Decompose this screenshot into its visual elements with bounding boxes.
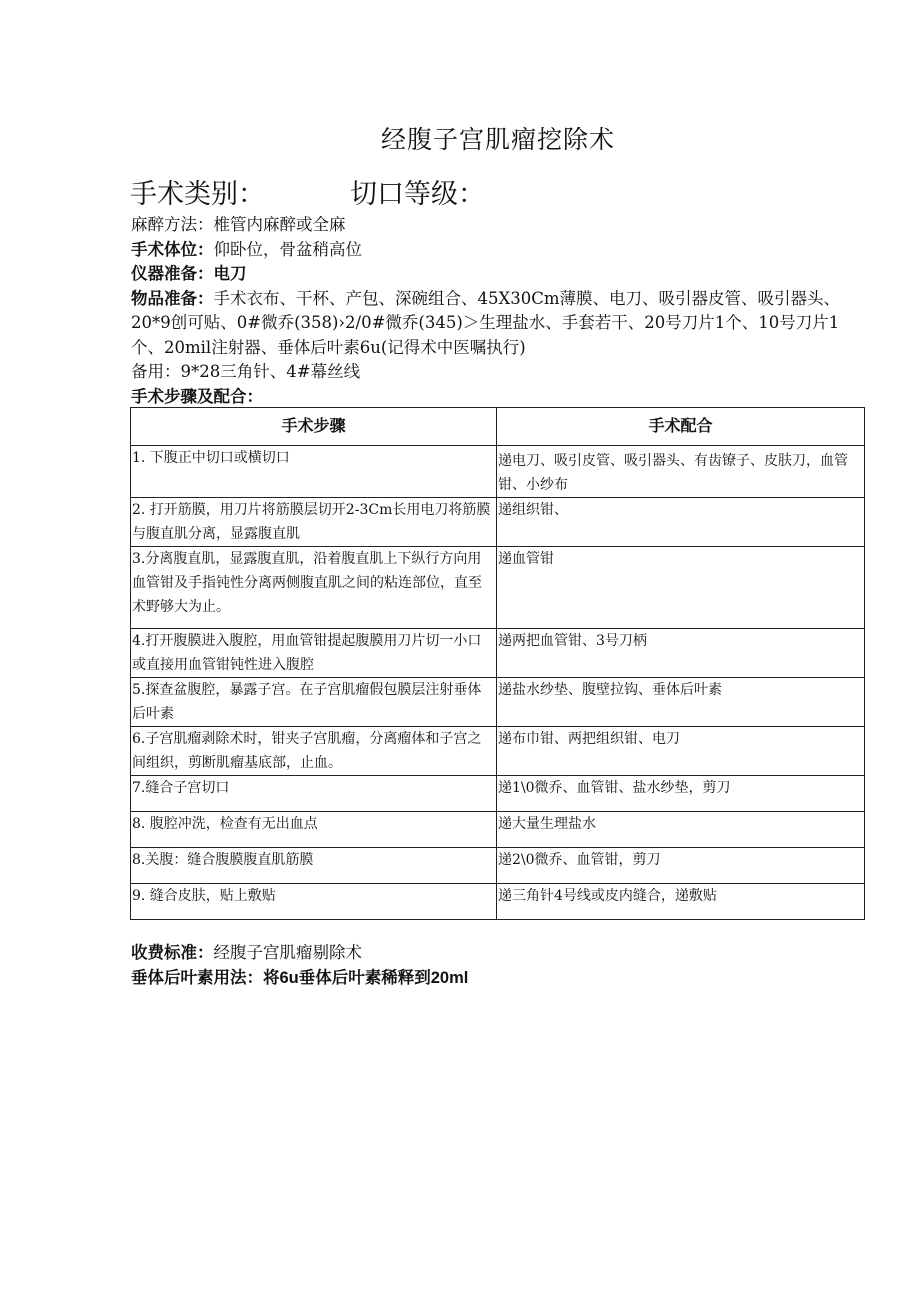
- anesthesia-label: 麻醉方法：: [131, 215, 214, 234]
- supplies-line: [131, 287, 867, 361]
- steps-table: [130, 407, 865, 920]
- anesthesia-line: [131, 213, 867, 238]
- step-cell: 7.缝合子宫切口: [131, 776, 497, 812]
- step-cell: 3.分离腹直肌，显露腹直肌，沿着腹直肌上下纵行方向用血管钳及手指钝性分离两侧腹直肌之间的粘连部位，直至术野够大为止。: [131, 547, 497, 629]
- anesthesia-value: 椎管内麻醉或全麻: [213, 215, 346, 234]
- step-cell: 1. 下腹正中切口或横切口: [131, 446, 497, 498]
- table-row: [131, 547, 865, 629]
- backup-line: [131, 360, 867, 385]
- cooperation-cell: 递组织钳、: [497, 498, 865, 547]
- header-cooperation: 手术配合: [497, 408, 865, 446]
- instruments-label: 仪器准备：: [131, 265, 214, 283]
- step-cell: 9. 缝合皮肤，贴上敷贴: [131, 884, 497, 920]
- cooperation-cell: 递三角针4号线或皮内缝合，递敷贴: [497, 884, 865, 920]
- step-cell: 4.打开腹膜进入腹腔，用血管钳提起腹膜用刀片切一小口或直接用血管钳钝性进入腹腔: [131, 629, 497, 678]
- step-cell: 6.子宫肌瘤剥除术时，钳夹子宫肌瘤，分离瘤体和子宫之间组织，剪断肌瘤基底部，止血。: [131, 727, 497, 776]
- table-row: [131, 727, 865, 776]
- cooperation-cell: 递布巾钳、两把组织钳、电刀: [497, 727, 865, 776]
- cooperation-cell: 递1\0微乔、血管钳、盐水纱垫，剪刀: [497, 776, 865, 812]
- instruments-value: 电刀: [213, 265, 247, 283]
- table-header-row: [131, 408, 865, 446]
- cooperation-cell: 递血管钳: [497, 547, 865, 629]
- position-label: 手术体位：: [131, 240, 214, 259]
- cooperation-cell: 递电刀、吸引皮管、吸引器头、有齿镣子、皮肤刀，血管钳、小纱布: [497, 446, 865, 498]
- table-row: [131, 678, 865, 727]
- backup-label: 备用：: [131, 362, 181, 381]
- table-row: [131, 812, 865, 848]
- footer-section: [131, 940, 468, 991]
- cooperation-cell: 递2\0微乔、血管钳，剪刀: [497, 848, 865, 884]
- usage-value: 将6u垂体后叶素稀释到20ml: [263, 969, 469, 987]
- info-section: [131, 213, 867, 409]
- fee-line: [131, 940, 468, 966]
- table-row: [131, 498, 865, 547]
- cooperation-cell: 递盐水纱垫、腹壁拉钩、垂体后叶素: [497, 678, 865, 727]
- table-row: [131, 446, 865, 498]
- steps-heading: 手术步骤及配合：: [131, 387, 263, 406]
- usage-line: [131, 966, 468, 991]
- cooperation-cell: 递大量生理盐水: [497, 812, 865, 848]
- cooperation-cell: 递两把血管钳、3号刀柄: [497, 629, 865, 678]
- fee-value: 经腹子宫肌瘤剔除术: [213, 943, 362, 962]
- header-steps: 手术步骤: [131, 408, 497, 446]
- usage-label: 垂体后叶素用法：: [131, 969, 263, 987]
- document-title: 经腹子宫肌瘤挖除术: [380, 125, 615, 154]
- surgery-category-label: 手术类别：: [130, 179, 265, 210]
- supplies-value: 手术衣布、干杯、产包、深碗组合、45X30Cm薄膜、电刀、吸引器皮管、吸引器头、20*9创可贴、0#微乔(358)›2/0#微乔(345)＞生理盐水、手套若干、20号刀片1个、10号刀片1个、20mil注射器、垂体后叶素6u(记得术中医嘱执行): [131, 288, 841, 357]
- backup-value: 9*28三角针、4#幕丝线: [180, 362, 361, 381]
- step-cell: 5.探查盆腹腔，暴露子宫。在子宫肌瘤假包膜层注射垂体后叶素: [131, 678, 497, 727]
- table-row: [131, 776, 865, 812]
- supplies-label: 物品准备：: [131, 289, 214, 308]
- step-cell: 8. 腹腔冲洗，检查有无出血点: [131, 812, 497, 848]
- fee-label: 收费标准：: [131, 944, 214, 962]
- category-row: [130, 172, 485, 211]
- step-cell: 2. 打开筋膜，用刀片将筋膜层切开2-3Cm长用电刀将筋膜与腹直肌分离，显露腹直肌: [131, 498, 497, 547]
- table-row: [131, 884, 865, 920]
- position-line: [131, 238, 867, 263]
- position-value: 仰卧位，骨盆稍高位: [213, 239, 362, 259]
- incision-grade-label: 切口等级：: [350, 179, 485, 210]
- step-cell: 8.关腹：缝合腹膜腹直肌筋膜: [131, 848, 497, 884]
- table-row: [131, 629, 865, 678]
- table-row: [131, 848, 865, 884]
- instruments-line: [131, 262, 867, 287]
